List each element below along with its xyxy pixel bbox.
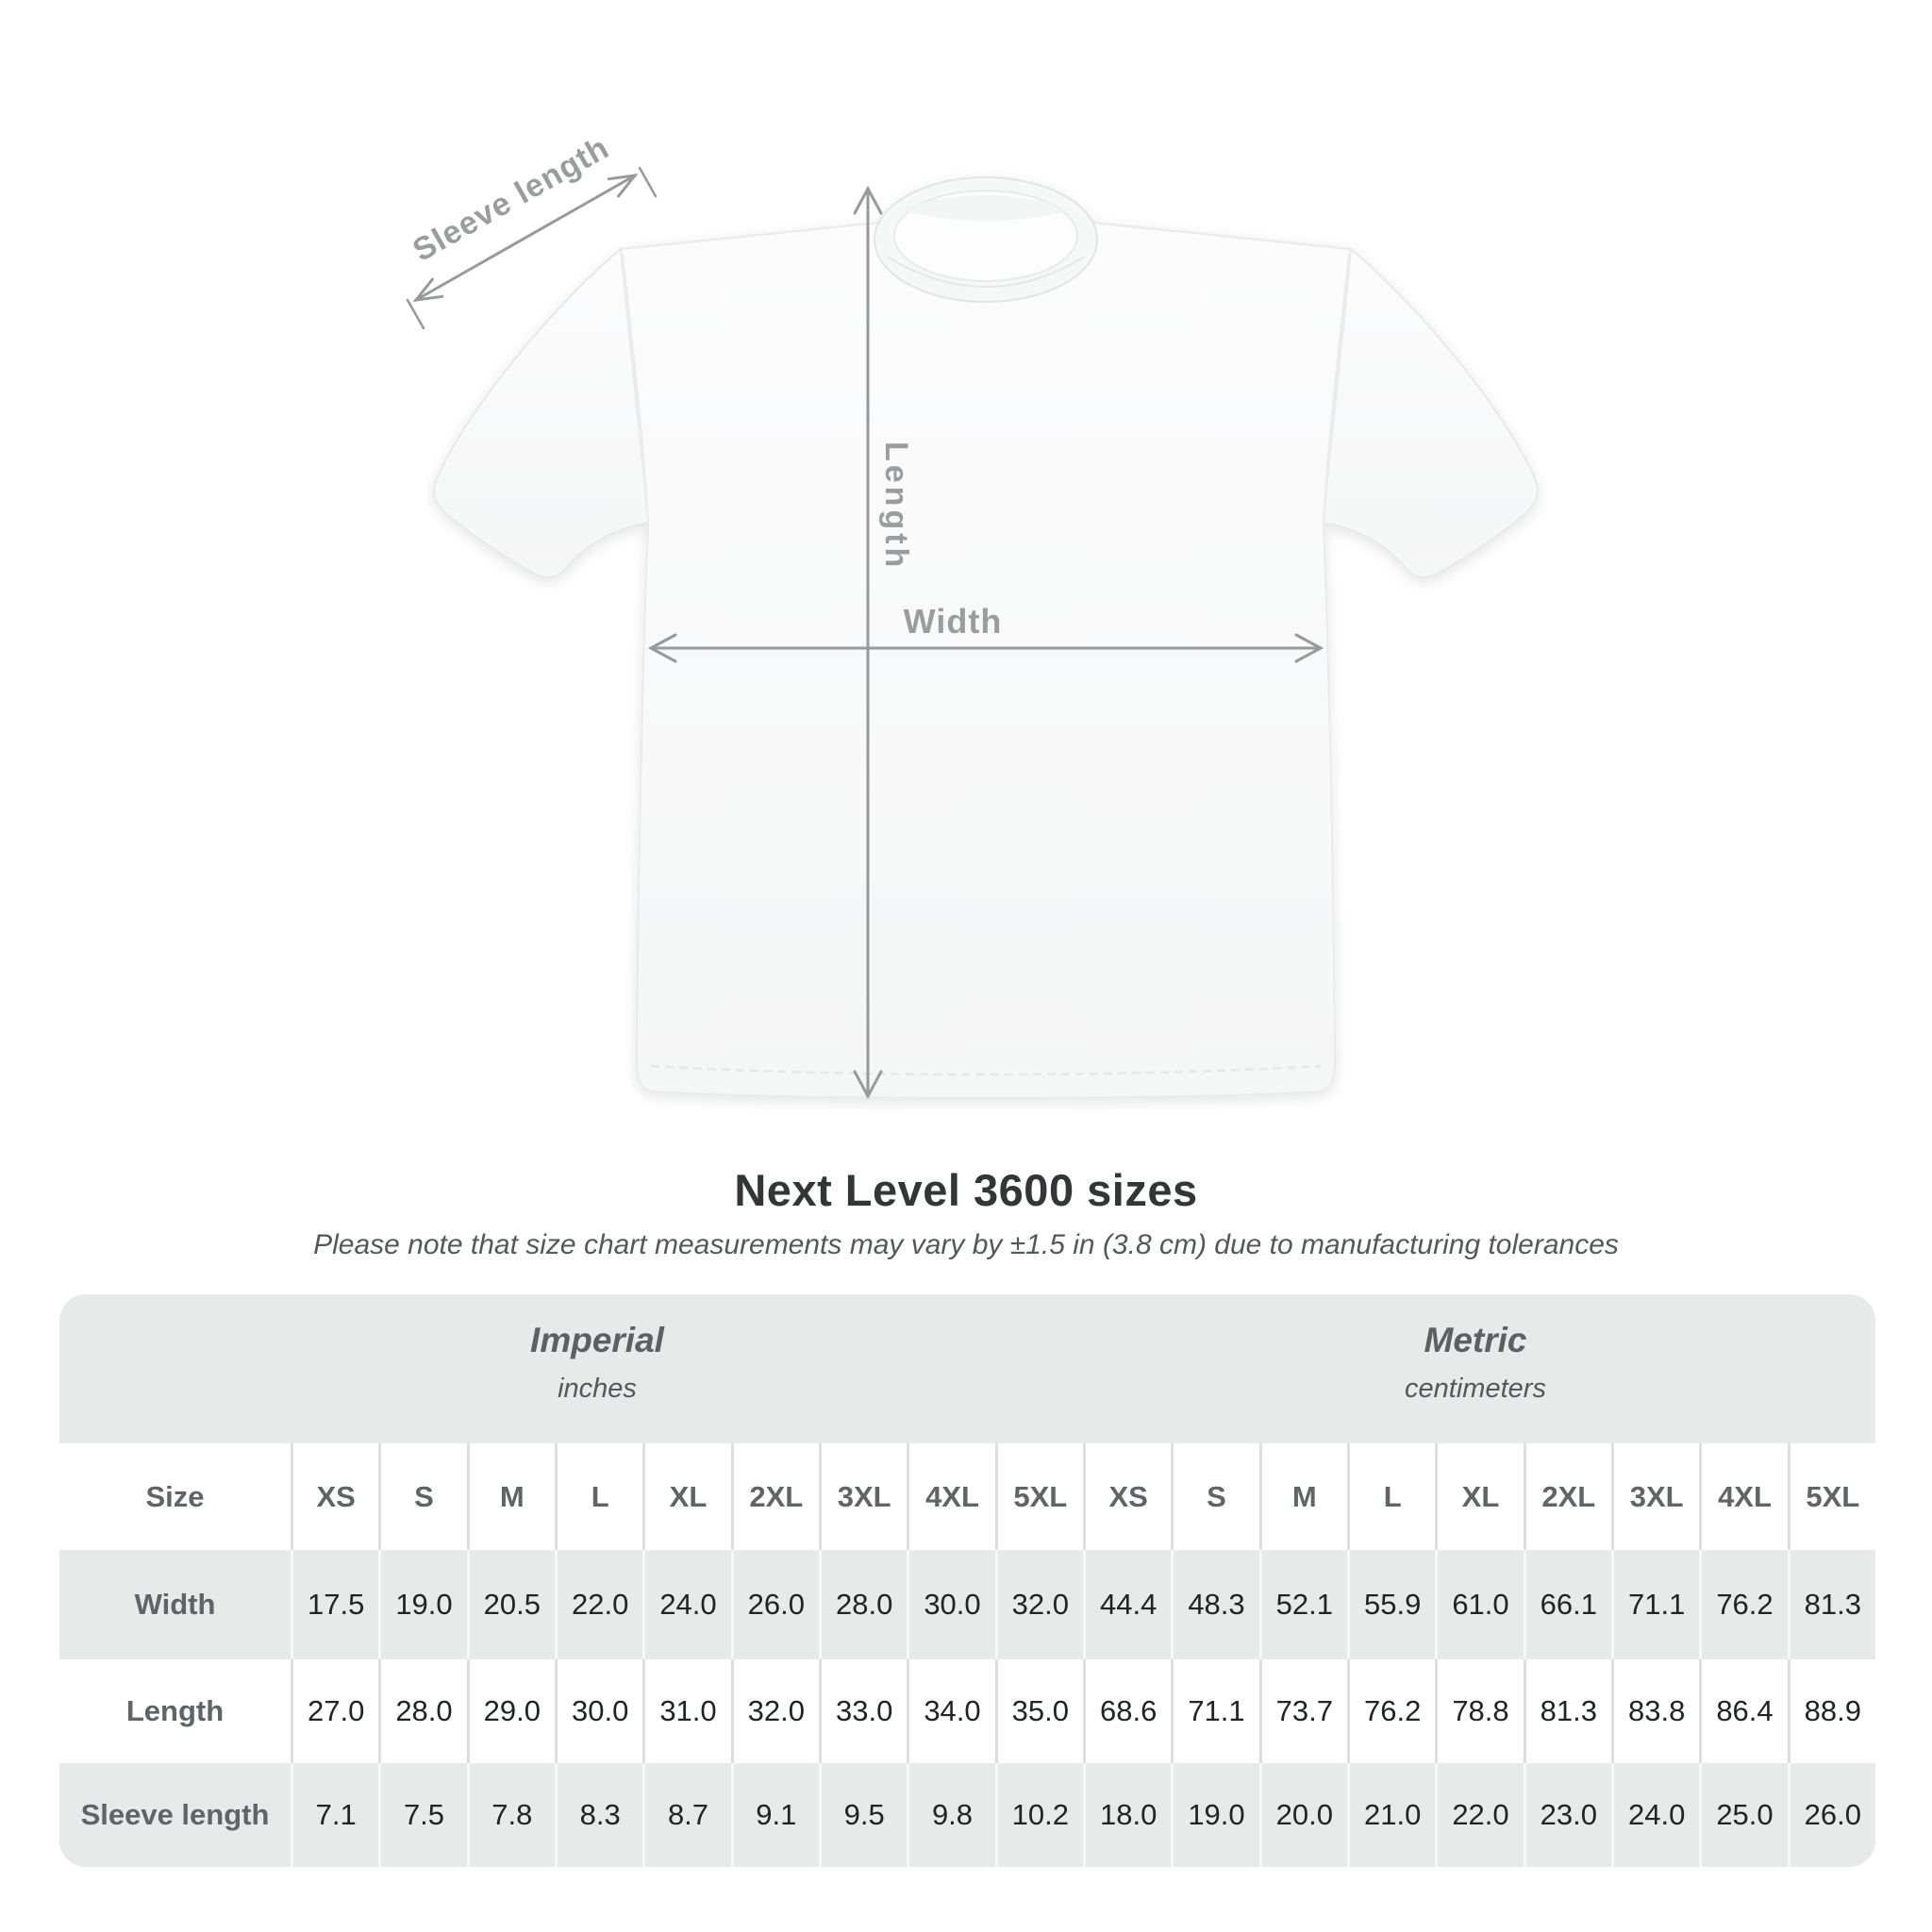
row-label: Width: [134, 1588, 216, 1621]
size-col-header: XS: [1083, 1443, 1171, 1550]
shirt-right-sleeve: [1323, 249, 1538, 577]
shirt-left-sleeve: [434, 249, 649, 577]
size-chart-table: [59, 1294, 1875, 1867]
value-cell: 30.0: [907, 1550, 994, 1659]
value-cell: 26.0: [731, 1550, 819, 1659]
value-cell: 22.0: [1435, 1763, 1523, 1867]
unit-header-band: [59, 1294, 1875, 1443]
shirt-body: [621, 223, 1351, 1098]
size-col-header: 2XL: [1524, 1443, 1611, 1550]
size-col-header: 2XL: [731, 1443, 819, 1550]
imperial-unit-label: inches: [558, 1374, 637, 1404]
value-cell: 31.0: [642, 1659, 730, 1763]
value-cell: 83.8: [1611, 1659, 1699, 1763]
value-cell: 28.0: [378, 1659, 466, 1763]
value-cell: 33.0: [819, 1659, 907, 1763]
size-col-header: XL: [642, 1443, 730, 1550]
imperial-label: Imperial: [530, 1321, 664, 1359]
value-cell: 21.0: [1347, 1763, 1435, 1867]
value-cell: 88.9: [1788, 1659, 1875, 1763]
size-col-header: 5XL: [995, 1443, 1083, 1550]
row-label: Length: [125, 1694, 225, 1727]
value-cell: 86.4: [1699, 1659, 1787, 1763]
value-cell: 34.0: [907, 1659, 994, 1763]
value-cell: 48.3: [1171, 1550, 1258, 1659]
value-cell: 8.3: [555, 1763, 642, 1867]
value-cell: 28.0: [819, 1550, 907, 1659]
value-cell: 7.8: [467, 1763, 555, 1867]
value-cell: 71.1: [1171, 1659, 1258, 1763]
size-col-header: M: [1259, 1443, 1347, 1550]
table-row: [59, 1550, 1875, 1659]
value-cell: 27.0: [291, 1659, 378, 1763]
value-cell: 10.2: [995, 1763, 1083, 1867]
metric-unit-label: centimeters: [1405, 1374, 1546, 1404]
value-cell: 24.0: [642, 1550, 730, 1659]
size-col-header: S: [1171, 1443, 1258, 1550]
table-rows: [59, 1550, 1875, 1867]
value-cell: 26.0: [1788, 1763, 1875, 1867]
value-cell: 55.9: [1347, 1550, 1435, 1659]
value-cell: 8.7: [642, 1763, 730, 1867]
value-cell: 35.0: [995, 1659, 1083, 1763]
size-col-header: 3XL: [1611, 1443, 1699, 1550]
value-cell: 44.4: [1083, 1550, 1171, 1659]
page-title: Next Level 3600 sizes: [734, 1165, 1198, 1215]
size-col-header: 4XL: [1699, 1443, 1787, 1550]
value-cell: 17.5: [291, 1550, 378, 1659]
size-col-header: M: [467, 1443, 555, 1550]
value-cell: 68.6: [1083, 1659, 1171, 1763]
value-cell: 22.0: [555, 1550, 642, 1659]
size-col-header: XS: [291, 1443, 378, 1550]
size-header-row: [59, 1443, 1875, 1550]
tolerance-note: Please note that size chart measurements may vary by ±1.5 in (3.8 cm) due to manufacturing tolerances: [313, 1229, 1619, 1260]
value-cell: 9.8: [907, 1763, 994, 1867]
size-col-header: XL: [1435, 1443, 1523, 1550]
imperial-group-header: [530, 1294, 664, 1405]
value-cell: 71.1: [1611, 1550, 1699, 1659]
value-cell: 81.3: [1788, 1550, 1875, 1659]
value-cell: 52.1: [1259, 1550, 1347, 1659]
size-col-header: L: [555, 1443, 642, 1550]
sleeve-length-label: Sleeve length: [407, 129, 616, 269]
size-col-header: 3XL: [819, 1443, 907, 1550]
value-cell: 7.1: [291, 1763, 378, 1867]
table-row: [59, 1763, 1875, 1867]
value-cell: 81.3: [1524, 1659, 1611, 1763]
length-label: Length: [878, 441, 914, 572]
size-col-header: 4XL: [907, 1443, 994, 1550]
value-cell: 30.0: [555, 1659, 642, 1763]
value-cell: 9.1: [731, 1763, 819, 1867]
value-cell: 61.0: [1435, 1550, 1523, 1659]
value-cell: 32.0: [731, 1659, 819, 1763]
value-cell: 73.7: [1259, 1659, 1347, 1763]
table-row: [59, 1659, 1875, 1763]
value-cell: 76.2: [1699, 1550, 1787, 1659]
size-col-header: L: [1347, 1443, 1435, 1550]
value-cell: 7.5: [378, 1763, 466, 1867]
value-cell: 25.0: [1699, 1763, 1787, 1867]
metric-label: Metric: [1424, 1321, 1527, 1359]
value-cell: 20.5: [467, 1550, 555, 1659]
value-cell: 76.2: [1347, 1659, 1435, 1763]
value-cell: 66.1: [1524, 1550, 1611, 1659]
value-cell: 32.0: [995, 1550, 1083, 1659]
width-label: Width: [903, 602, 1003, 641]
value-cell: 29.0: [467, 1659, 555, 1763]
value-cell: 18.0: [1083, 1763, 1171, 1867]
metric-group-header: [1405, 1294, 1546, 1405]
value-cell: 19.0: [1171, 1763, 1258, 1867]
size-header-label: Size: [145, 1479, 205, 1513]
value-cell: 24.0: [1611, 1763, 1699, 1867]
value-cell: 19.0: [378, 1550, 466, 1659]
value-cell: 78.8: [1435, 1659, 1523, 1763]
size-col-header: 5XL: [1788, 1443, 1875, 1550]
value-cell: 9.5: [819, 1763, 907, 1867]
size-col-header: S: [378, 1443, 466, 1550]
value-cell: 23.0: [1524, 1763, 1611, 1867]
value-cell: 20.0: [1259, 1763, 1347, 1867]
row-label: Sleeve length: [80, 1798, 270, 1831]
